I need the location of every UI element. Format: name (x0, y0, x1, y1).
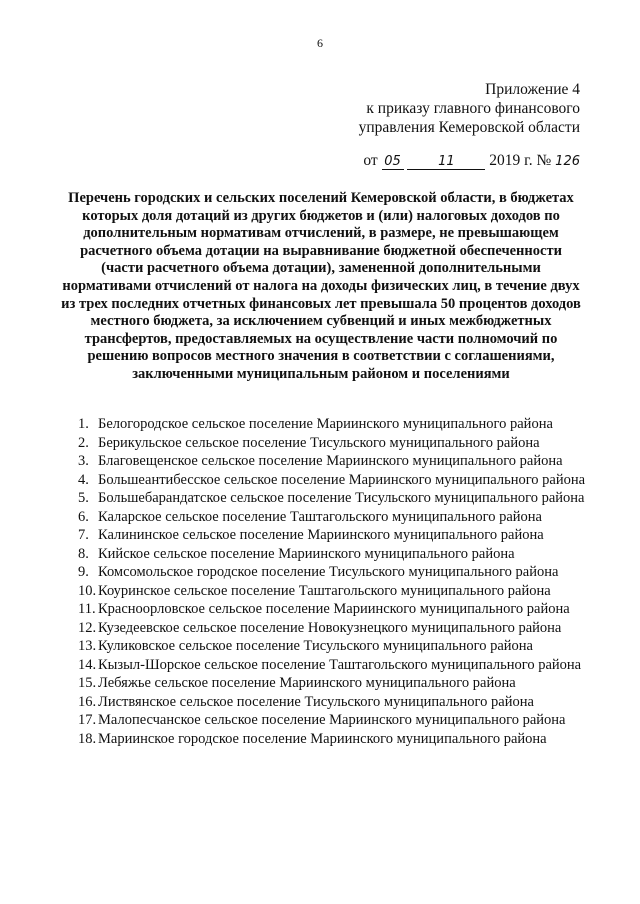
list-item (78, 694, 598, 710)
list-item-number: 12. (78, 619, 97, 636)
list-item (78, 601, 598, 617)
page-number: 6 (317, 36, 323, 50)
list-item-number: 14. (78, 656, 97, 673)
list-item (78, 731, 598, 747)
order-day-handwritten: 05 (382, 154, 404, 170)
list-item-text: Кузедеевское сельское поселение Новокузнецкого муниципального района (98, 619, 562, 636)
list-item-text: Коуринское сельское поселение Таштагольского муниципального района (98, 582, 551, 599)
list-item-number: 11. (78, 601, 96, 617)
list-item-number: 2. (78, 434, 89, 451)
list-item-text: Большеантибесское сельское поселение Мариинского муниципального района (98, 471, 586, 488)
list-item-text: Красноорловское сельское поселение Мариинского муниципального района (98, 601, 570, 617)
list-item-text: Малопесчанское сельское поселение Мариинского муниципального района (98, 712, 566, 728)
list-item (78, 638, 598, 654)
list-item-number: 7. (78, 527, 89, 543)
list-item (78, 712, 598, 728)
list-item-text: Кызыл-Шорское сельское поселение Таштагольского муниципального района (98, 656, 582, 673)
list-item-number: 17. (78, 712, 97, 728)
list-item (78, 527, 598, 543)
list-item-number: 13. (78, 638, 97, 654)
settlement-list (78, 416, 598, 749)
list-item-text: Куликовское сельское поселение Тисульского муниципального района (98, 638, 533, 654)
list-item-text: Мариинское городское поселение Мариинского муниципального района (98, 730, 547, 747)
appendix-organization: управления Кемеровской области (358, 119, 580, 136)
list-item-number: 16. (78, 693, 97, 710)
list-item-number: 6. (78, 508, 89, 525)
order-prefix: от (363, 152, 378, 169)
list-item-text: Листвянское сельское поселение Тисульского муниципального района (98, 693, 534, 710)
list-item (78, 546, 598, 562)
order-number-handwritten: 126 (555, 154, 580, 169)
list-item (78, 657, 598, 673)
list-item (78, 490, 598, 506)
list-item-text: Калининское сельское поселение Мариинского муниципального района (98, 527, 544, 543)
list-item-text: Лебяжье сельское поселение Мариинского муниципального района (98, 675, 516, 691)
list-item-number: 9. (78, 564, 89, 580)
list-item-number: 5. (78, 490, 89, 506)
list-item-number: 3. (78, 453, 89, 469)
list-item-number: 1. (78, 416, 89, 432)
list-item-text: Кийское сельское поселение Мариинского муниципального района (98, 545, 515, 562)
list-item (78, 583, 598, 599)
list-item (78, 416, 598, 432)
list-item (78, 675, 598, 691)
list-item-number: 15. (78, 675, 97, 691)
list-item (78, 435, 598, 451)
list-item-text: Благовещенское сельское поселение Мариинского муниципального района (98, 453, 563, 469)
order-month-handwritten: 11 (407, 154, 485, 170)
list-item (78, 620, 598, 636)
list-item-text: Комсомольское городское поселение Тисульского муниципального района (98, 564, 559, 580)
list-item-text: Большебарандатское сельское поселение Тисульского муниципального района (98, 490, 585, 506)
list-item (78, 509, 598, 525)
list-item-text: Каларское сельское поселение Таштагольского муниципального района (98, 508, 542, 525)
list-item (78, 472, 598, 488)
order-date-line (363, 152, 580, 170)
list-item-number: 8. (78, 545, 89, 562)
list-item-text: Белогородское сельское поселение Мариинского муниципального района (98, 416, 553, 432)
list-item-text: Берикульское сельское поселение Тисульского муниципального района (98, 434, 540, 451)
list-item (78, 453, 598, 469)
list-item-number: 10. (78, 582, 97, 599)
appendix-header (359, 80, 580, 137)
document-title: Перечень городских и сельских поселений Кемеровской области, в бюджетах которых доля дотаций из других бюджетов и (или) налоговых доходов по дополнительным нормативам отчислений, в размере, не превышающем расчетного объема дотации на выравнивание бюджетной обеспеченности (части расчетного объема дотации), замененной дополнительными нормативами отчислений от налога на доходы физических лиц, в течение двух из трех последних отчетных финансовых лет превышала 50 процентов доходов местного бюджета, за исключением субвенций и иных межбюджетных трансфертов, предоставляемых на осуществление части полномочий по решению вопросов местного значения в соответствии с соглашениями, заключенными муниципальным районом и поселениями (61, 190, 581, 382)
list-item-number: 4. (78, 471, 89, 488)
order-year-number-label: 2019 г. № (489, 152, 552, 169)
list-item (78, 564, 598, 580)
appendix-title: Приложение 4 (485, 81, 580, 98)
list-item-number: 18. (78, 730, 97, 747)
appendix-order-ref: к приказу главного финансового (366, 100, 580, 117)
